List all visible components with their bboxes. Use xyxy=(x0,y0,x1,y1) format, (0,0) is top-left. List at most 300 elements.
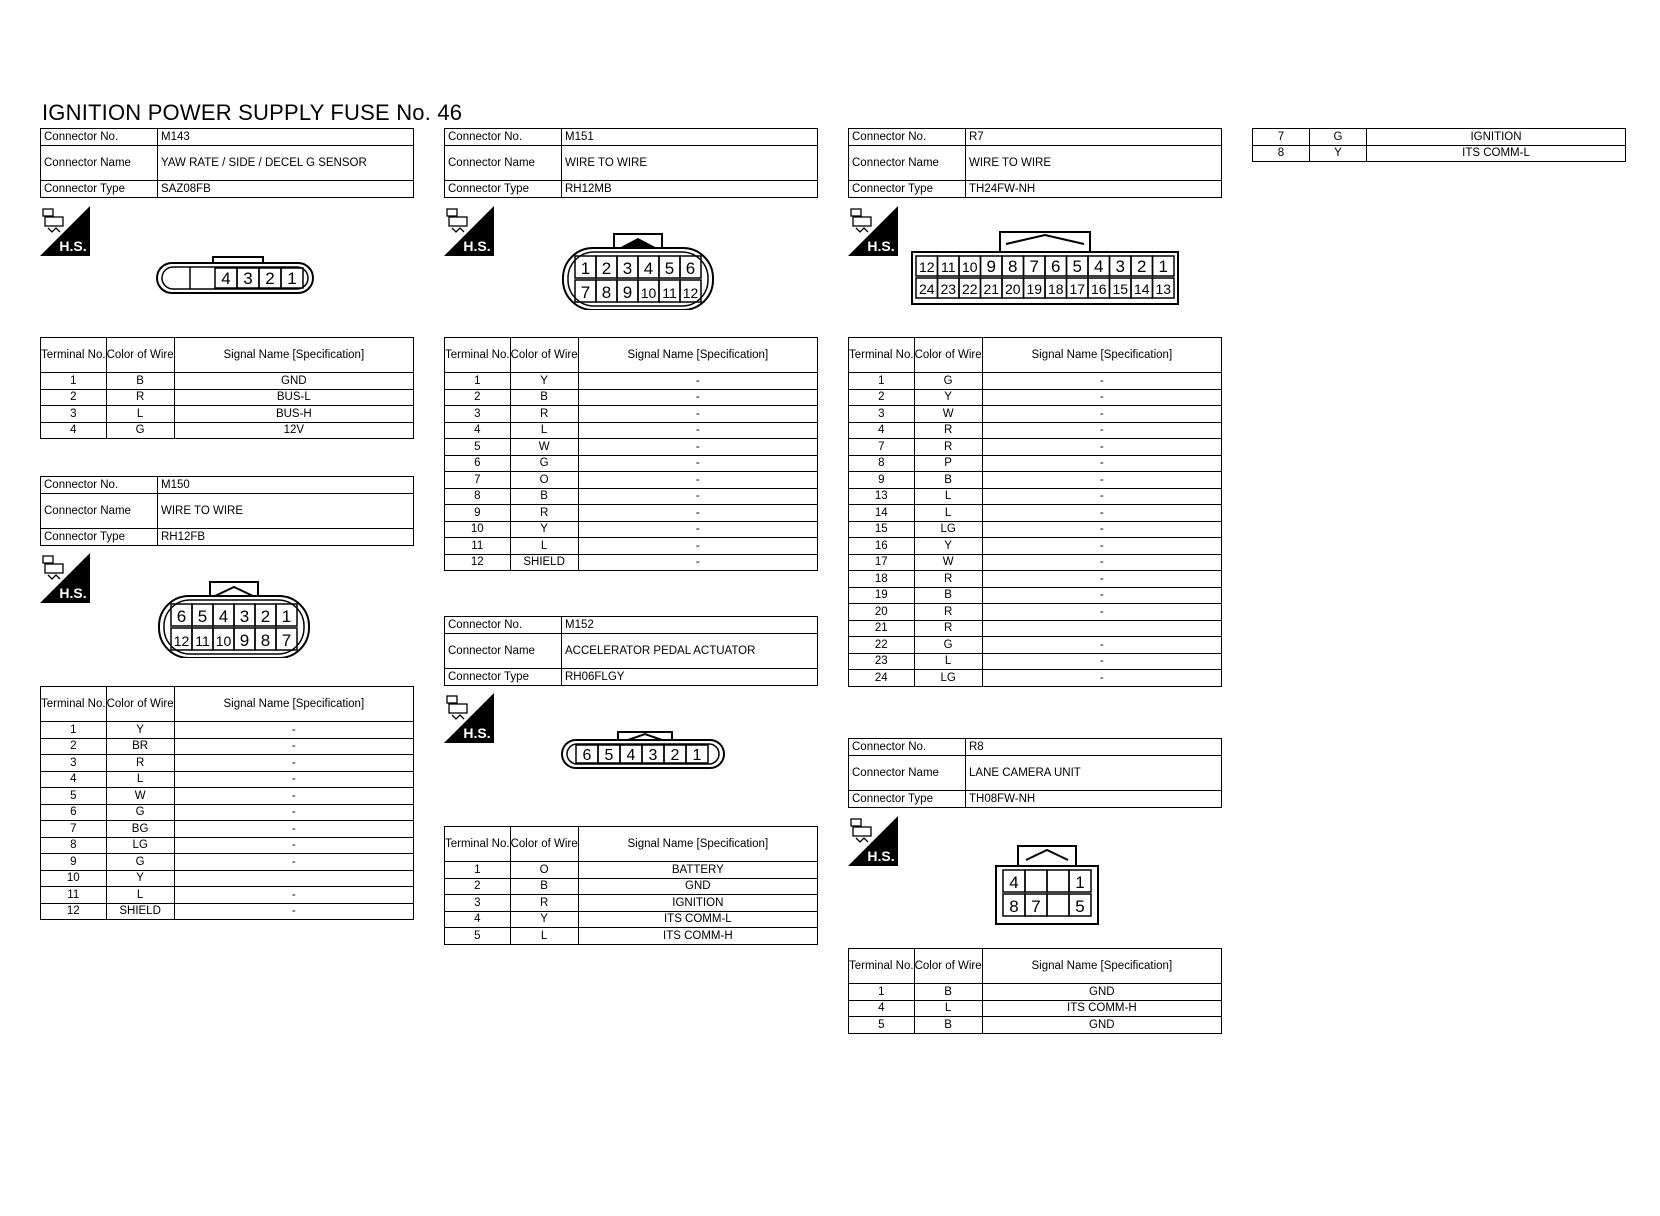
terminal-cell: 3 xyxy=(445,406,511,423)
hs-label: H.S. xyxy=(867,238,895,254)
connector-block-r7 xyxy=(848,128,1222,198)
connector-name-value: LANE CAMERA UNIT xyxy=(966,756,1222,791)
table-row xyxy=(445,389,818,406)
connector-face-m143 xyxy=(155,255,315,300)
connector-no-label: Connector No. xyxy=(445,617,562,634)
connector-name-value: WIRE TO WIRE xyxy=(562,146,818,181)
connector-no-label: Connector No. xyxy=(41,129,158,146)
table-row xyxy=(849,422,1222,439)
signal-name-header: Signal Name [Specification] xyxy=(174,687,413,722)
connector-type-label: Connector Type xyxy=(41,529,158,546)
connector-name-value: WIRE TO WIRE xyxy=(158,494,414,529)
wire-color-cell: Y xyxy=(106,870,174,887)
signal-name-cell: - xyxy=(578,422,817,439)
terminal-cell: 1 xyxy=(849,373,915,390)
cavity-label: 7 xyxy=(1031,897,1041,916)
cavity-label: 9 xyxy=(239,631,250,650)
wire-color-cell: G xyxy=(914,373,982,390)
signal-name-cell: - xyxy=(174,837,413,854)
terminal-cell: 8 xyxy=(445,488,511,505)
cavity-label: 8 xyxy=(601,283,612,302)
connector-no-label: Connector No. xyxy=(849,129,966,146)
hs-icon xyxy=(444,693,494,743)
connector-name-value: ACCELERATOR PEDAL ACTUATOR xyxy=(562,634,818,669)
signal-name-cell: IGNITION xyxy=(1367,129,1626,146)
cavity-label: 4 xyxy=(1009,873,1019,892)
cavity-label: 9 xyxy=(622,283,633,302)
signal-name-cell: - xyxy=(174,722,413,739)
cavity-label: 12 xyxy=(173,633,190,649)
wire-color-cell: O xyxy=(510,472,578,489)
cavity-label: 10 xyxy=(961,259,978,275)
table-row xyxy=(41,870,414,887)
cavity-label: 24 xyxy=(918,281,935,297)
terminal-cell: 2 xyxy=(41,389,107,406)
connector-no-label: Connector No. xyxy=(849,739,966,756)
color-of-wire-header: Color of Wire xyxy=(106,687,174,722)
terminal-cell: 5 xyxy=(849,1017,915,1034)
terminal-cell: 1 xyxy=(445,862,511,879)
table-row xyxy=(849,373,1222,390)
wire-color-cell: W xyxy=(106,788,174,805)
wire-color-cell: L xyxy=(510,422,578,439)
connector-face-m150 xyxy=(157,580,311,663)
table-row xyxy=(445,911,818,928)
table-row xyxy=(849,653,1222,670)
terminal-cell: 24 xyxy=(849,670,915,687)
terminal-cell: 17 xyxy=(849,554,915,571)
connector-info-table xyxy=(40,128,414,198)
signal-name-cell: - xyxy=(982,670,1221,687)
signal-name-cell: - xyxy=(578,439,817,456)
signal-name-cell: - xyxy=(982,554,1221,571)
cavity-label: 18 xyxy=(1047,281,1064,297)
wire-color-cell: SHIELD xyxy=(106,903,174,920)
page-title: IGNITION POWER SUPPLY FUSE No. 46 xyxy=(42,100,463,125)
signal-name-cell: - xyxy=(982,406,1221,423)
terminal-cell: 16 xyxy=(849,538,915,555)
cavity-label: 1 xyxy=(1158,257,1168,276)
terminal-cell: 5 xyxy=(41,788,107,805)
hs-icon xyxy=(848,816,898,866)
hs-icon xyxy=(444,206,494,256)
table-row xyxy=(445,554,818,571)
signal-name-cell: ITS COMM-L xyxy=(578,911,817,928)
signal-name-cell: - xyxy=(982,505,1221,522)
connector-block-m143 xyxy=(40,128,414,198)
connector-type-label: Connector Type xyxy=(41,181,158,198)
terminal-cell: 4 xyxy=(849,1000,915,1017)
terminal-cell: 3 xyxy=(41,755,107,772)
terminal-cell: 1 xyxy=(849,984,915,1001)
wire-color-cell: R xyxy=(914,604,982,621)
cavity-label: 7 xyxy=(580,283,591,302)
table-row xyxy=(445,455,818,472)
wire-color-cell: B xyxy=(914,984,982,1001)
wire-color-cell: LG xyxy=(914,521,982,538)
terminal-cell: 11 xyxy=(445,538,511,555)
table-row xyxy=(849,505,1222,522)
terminal-cell: 7 xyxy=(41,821,107,838)
terminal-cell: 1 xyxy=(445,373,511,390)
wire-color-cell: R xyxy=(106,389,174,406)
wire-color-cell: Y xyxy=(914,389,982,406)
color-of-wire-header: Color of Wire xyxy=(914,949,982,984)
terminal-cell: 3 xyxy=(41,406,107,423)
connector-type-value: RH12FB xyxy=(158,529,414,546)
table-row xyxy=(41,373,414,390)
wire-color-cell: G xyxy=(914,637,982,654)
wire-color-cell: B xyxy=(510,389,578,406)
cavity-label: 2 xyxy=(601,259,612,278)
connector-type-value: TH24FW-NH xyxy=(966,181,1222,198)
table-row xyxy=(849,488,1222,505)
signal-name-cell: - xyxy=(578,406,817,423)
wire-color-cell: G xyxy=(1310,129,1367,146)
table-row xyxy=(445,472,818,489)
terminal-cell: 7 xyxy=(1253,129,1310,146)
cavity-label: 1 xyxy=(281,607,292,626)
signal-name-cell: 12V xyxy=(174,422,413,439)
connector-type-value: RH06FLGY xyxy=(562,669,818,686)
signal-name-cell: - xyxy=(578,521,817,538)
terminal-no-header: Terminal No. xyxy=(445,338,511,373)
terminal-cell: 23 xyxy=(849,653,915,670)
cavity-label: 16 xyxy=(1090,281,1107,297)
table-row xyxy=(849,604,1222,621)
table-row xyxy=(849,554,1222,571)
wire-color-cell: R xyxy=(914,439,982,456)
connector-block-m151 xyxy=(444,128,818,198)
terminal-cell: 3 xyxy=(849,406,915,423)
hs-icon xyxy=(848,206,898,256)
wire-color-cell: L xyxy=(914,488,982,505)
connector-name-label: Connector Name xyxy=(41,494,158,529)
connector-name-label: Connector Name xyxy=(41,146,158,181)
table-row xyxy=(1253,129,1626,146)
table-row xyxy=(445,505,818,522)
connector-no-value: R7 xyxy=(966,129,1222,146)
connector-name-label: Connector Name xyxy=(849,146,966,181)
terminal-cell: 9 xyxy=(41,854,107,871)
cavity-label: 6 xyxy=(582,747,592,764)
signal-name-header: Signal Name [Specification] xyxy=(982,338,1221,373)
terminal-table-m152 xyxy=(444,826,818,945)
wire-color-cell: B xyxy=(510,878,578,895)
cavity-label: 3 xyxy=(622,259,633,278)
terminal-cell: 18 xyxy=(849,571,915,588)
table-row xyxy=(445,862,818,879)
table-row xyxy=(41,738,414,755)
signal-name-cell: - xyxy=(982,538,1221,555)
terminal-cell: 8 xyxy=(849,455,915,472)
table-row xyxy=(445,439,818,456)
wire-color-cell: R xyxy=(510,505,578,522)
terminal-cell: 13 xyxy=(849,488,915,505)
signal-name-cell: - xyxy=(174,771,413,788)
terminal-cell: 11 xyxy=(41,887,107,904)
wire-color-cell: LG xyxy=(914,670,982,687)
wire-color-cell: P xyxy=(914,455,982,472)
table-row xyxy=(849,521,1222,538)
connector-face-r8 xyxy=(994,842,1100,931)
hs-label: H.S. xyxy=(463,725,491,741)
cavity-label: 1 xyxy=(287,269,297,288)
cavity-label: 11 xyxy=(940,259,956,275)
terminal-cell: 2 xyxy=(445,389,511,406)
signal-name-cell: - xyxy=(578,472,817,489)
signal-name-cell: - xyxy=(174,804,413,821)
table-row xyxy=(849,1000,1222,1017)
hs-icon xyxy=(40,206,90,256)
terminal-no-header: Terminal No. xyxy=(41,338,107,373)
signal-name-cell: ITS COMM-H xyxy=(982,1000,1221,1017)
table-row xyxy=(41,788,414,805)
cavity-label: 5 xyxy=(604,747,614,764)
wire-color-cell: L xyxy=(106,406,174,423)
terminal-cell: 10 xyxy=(445,521,511,538)
signal-name-cell: GND xyxy=(578,878,817,895)
table-row xyxy=(445,373,818,390)
cavity-label: 6 xyxy=(1051,257,1061,276)
connector-block-r8 xyxy=(848,738,1222,808)
cavity-label: 3 xyxy=(239,607,250,626)
table-row xyxy=(445,928,818,945)
signal-name-cell xyxy=(982,620,1221,637)
connector-type-value: RH12MB xyxy=(562,181,818,198)
signal-name-header: Signal Name [Specification] xyxy=(578,338,817,373)
terminal-table-m143 xyxy=(40,337,414,439)
signal-name-cell: - xyxy=(982,571,1221,588)
wire-color-cell: W xyxy=(914,406,982,423)
cavity-label: 10 xyxy=(640,285,657,301)
terminal-cell: 4 xyxy=(41,771,107,788)
cavity-label: 2 xyxy=(1137,257,1147,276)
terminal-cell: 3 xyxy=(445,895,511,912)
terminal-cell: 4 xyxy=(41,422,107,439)
cavity-label: 4 xyxy=(626,747,636,764)
table-row xyxy=(41,722,414,739)
signal-name-cell: - xyxy=(174,887,413,904)
connector-name-value: WIRE TO WIRE xyxy=(966,146,1222,181)
cavity-label: 6 xyxy=(685,259,696,278)
connector-face-m151 xyxy=(561,232,715,315)
signal-name-cell: - xyxy=(578,488,817,505)
table-row xyxy=(445,406,818,423)
cavity-label: 8 xyxy=(1008,257,1018,276)
signal-name-cell: GND xyxy=(982,984,1221,1001)
terminal-cell: 14 xyxy=(849,505,915,522)
connector-type-value: TH08FW-NH xyxy=(966,791,1222,808)
cavity-label: 19 xyxy=(1026,281,1043,297)
signal-name-cell: - xyxy=(174,755,413,772)
wire-color-cell: Y xyxy=(106,722,174,739)
cavity-label: 4 xyxy=(221,269,231,288)
wire-color-cell: R xyxy=(510,406,578,423)
terminal-table-r8 xyxy=(848,948,1222,1034)
signal-name-cell: - xyxy=(982,637,1221,654)
wire-color-cell: R xyxy=(106,755,174,772)
cavity-label: 12 xyxy=(682,285,699,301)
signal-name-cell: - xyxy=(982,389,1221,406)
signal-name-cell: GND xyxy=(982,1017,1221,1034)
wire-color-cell: R xyxy=(914,422,982,439)
color-of-wire-header: Color of Wire xyxy=(106,338,174,373)
signal-name-cell: - xyxy=(982,521,1221,538)
table-row xyxy=(849,538,1222,555)
signal-name-cell: - xyxy=(174,821,413,838)
cavity-label: 15 xyxy=(1112,281,1129,297)
cavity-label: 3 xyxy=(1115,257,1125,276)
signal-name-cell: - xyxy=(982,439,1221,456)
cavity-label: 3 xyxy=(648,747,658,764)
terminal-cell: 10 xyxy=(41,870,107,887)
terminal-cell: 12 xyxy=(445,554,511,571)
terminal-cell: 5 xyxy=(445,928,511,945)
signal-name-cell: - xyxy=(578,389,817,406)
terminal-cell: 15 xyxy=(849,521,915,538)
signal-name-cell: - xyxy=(982,587,1221,604)
wire-color-cell: G xyxy=(510,455,578,472)
wire-color-cell: L xyxy=(106,887,174,904)
connector-type-label: Connector Type xyxy=(849,181,966,198)
connector-face-r7 xyxy=(910,230,1180,311)
connector-face-m152 xyxy=(560,730,726,775)
table-row xyxy=(41,903,414,920)
cavity-label: 4 xyxy=(1094,257,1104,276)
signal-name-cell: GND xyxy=(174,373,413,390)
wire-color-cell: BR xyxy=(106,738,174,755)
table-row xyxy=(41,887,414,904)
table-row xyxy=(41,771,414,788)
terminal-cell: 4 xyxy=(849,422,915,439)
connector-name-label: Connector Name xyxy=(445,634,562,669)
color-of-wire-header: Color of Wire xyxy=(510,827,578,862)
cavity-label: 8 xyxy=(1009,897,1019,916)
table-row xyxy=(849,455,1222,472)
terminal-no-header: Terminal No. xyxy=(849,949,915,984)
color-of-wire-header: Color of Wire xyxy=(914,338,982,373)
wire-color-cell: G xyxy=(106,804,174,821)
cavity-label: 4 xyxy=(218,607,229,626)
wire-color-cell: G xyxy=(106,854,174,871)
terminal-cell: 1 xyxy=(41,722,107,739)
cavity-label: 1 xyxy=(580,259,591,278)
wire-color-cell: B xyxy=(914,472,982,489)
wire-color-cell: L xyxy=(914,653,982,670)
terminal-cell: 6 xyxy=(445,455,511,472)
connector-block-m150 xyxy=(40,476,414,546)
terminal-cell: 9 xyxy=(849,472,915,489)
table-row xyxy=(849,670,1222,687)
wire-color-cell: SHIELD xyxy=(510,554,578,571)
table-row xyxy=(445,538,818,555)
table-row xyxy=(849,406,1222,423)
terminal-cell: 6 xyxy=(41,804,107,821)
terminal-no-header: Terminal No. xyxy=(849,338,915,373)
cavity-label: 2 xyxy=(670,747,680,764)
signal-name-cell: - xyxy=(982,604,1221,621)
hs-icon xyxy=(40,553,90,603)
connector-no-value: R8 xyxy=(966,739,1222,756)
table-row xyxy=(445,521,818,538)
terminal-table-m150 xyxy=(40,686,414,920)
signal-name-cell: BUS-L xyxy=(174,389,413,406)
wire-color-cell: Y xyxy=(914,538,982,555)
signal-name-cell: - xyxy=(982,373,1221,390)
table-row xyxy=(41,422,414,439)
signal-name-cell: BATTERY xyxy=(578,862,817,879)
cavity-label: 3 xyxy=(243,269,253,288)
terminal-cell: 21 xyxy=(849,620,915,637)
terminal-cell: 8 xyxy=(1253,145,1310,162)
wire-color-cell: R xyxy=(914,620,982,637)
cavity-label: 1 xyxy=(692,747,702,764)
wire-color-cell: Y xyxy=(510,373,578,390)
table-row xyxy=(41,854,414,871)
table-row xyxy=(41,804,414,821)
wire-color-cell: G xyxy=(106,422,174,439)
signal-name-cell: - xyxy=(982,653,1221,670)
table-row xyxy=(1253,145,1626,162)
connector-no-value: M150 xyxy=(158,477,414,494)
connector-block-m152 xyxy=(444,616,818,686)
signal-name-cell: - xyxy=(982,488,1221,505)
table-row xyxy=(445,422,818,439)
connector-no-value: M152 xyxy=(562,617,818,634)
signal-name-cell: - xyxy=(174,854,413,871)
cavity-label: 13 xyxy=(1155,281,1172,297)
hs-label: H.S. xyxy=(59,238,87,254)
wire-color-cell: L xyxy=(106,771,174,788)
color-of-wire-header: Color of Wire xyxy=(510,338,578,373)
table-row xyxy=(41,406,414,423)
wire-color-cell: L xyxy=(510,928,578,945)
signal-name-cell: - xyxy=(174,903,413,920)
cavity-label: 17 xyxy=(1069,281,1086,297)
cavity-label: 9 xyxy=(986,257,996,276)
wire-color-cell: W xyxy=(914,554,982,571)
table-row xyxy=(41,837,414,854)
wire-color-cell: LG xyxy=(106,837,174,854)
wire-color-cell: BG xyxy=(106,821,174,838)
wire-color-cell: Y xyxy=(510,911,578,928)
signal-name-cell: - xyxy=(578,538,817,555)
terminal-cell: 20 xyxy=(849,604,915,621)
signal-name-cell: - xyxy=(578,505,817,522)
cavity-label: 5 xyxy=(1072,257,1082,276)
terminal-cell: 4 xyxy=(445,911,511,928)
connector-type-label: Connector Type xyxy=(445,181,562,198)
terminal-cell: 8 xyxy=(41,837,107,854)
terminal-no-header: Terminal No. xyxy=(445,827,511,862)
cavity-label: 12 xyxy=(918,259,935,275)
terminal-no-header: Terminal No. xyxy=(41,687,107,722)
table-row xyxy=(41,755,414,772)
wire-color-cell: B xyxy=(510,488,578,505)
connector-no-label: Connector No. xyxy=(445,129,562,146)
table-row xyxy=(41,389,414,406)
terminal-table-m151 xyxy=(444,337,818,571)
wire-color-cell: L xyxy=(914,1000,982,1017)
terminal-table-r7 xyxy=(848,337,1222,687)
terminal-cell: 19 xyxy=(849,587,915,604)
table-row xyxy=(849,587,1222,604)
connector-no-label: Connector No. xyxy=(41,477,158,494)
cavity-label: 11 xyxy=(195,633,210,649)
terminal-cell: 7 xyxy=(445,472,511,489)
terminal-table-continuation xyxy=(1252,128,1626,162)
